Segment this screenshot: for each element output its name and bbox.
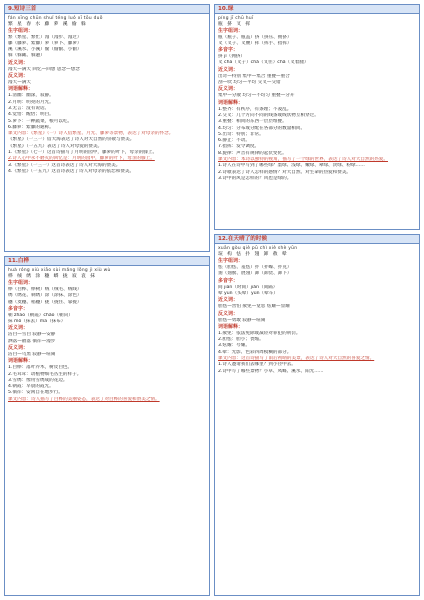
explanation-line: 6.静止：不动。 bbox=[218, 138, 250, 144]
section-heading: 近义词： bbox=[8, 59, 29, 66]
explanation-line: 5.出奇：特别；非常。 bbox=[218, 131, 264, 137]
lesson-title: 9.短诗三首 bbox=[5, 5, 209, 14]
section-heading: 近义词： bbox=[218, 66, 239, 73]
section-heading: 生字组词： bbox=[8, 27, 34, 34]
word-line: 叉（叉子、叉腰）挥（挥手、指挥） bbox=[218, 40, 292, 46]
explanation-line: 6.藤萝：紫藤的通称。 bbox=[8, 124, 54, 130]
word-line: 繁（繁星、繁忙）漫（漫步、漫过） bbox=[8, 34, 82, 40]
word-line: 溪（溪水、小溪）偷（偷偷、小偷） bbox=[8, 47, 82, 53]
polyphone-line: 抹 mǒ（抹去）mā（抹布） bbox=[8, 319, 66, 325]
pinyin-row: fán xīng chūn shuǐ téng luó xī tōu duǒ bbox=[8, 16, 103, 21]
antonym-line: 洁白—乌黑 寂静—喧闹 bbox=[8, 351, 56, 357]
synonym-line: 出奇—特别 集中—集合 重叠—重合 bbox=[218, 73, 290, 79]
section-heading: 词语解释： bbox=[8, 358, 34, 365]
lesson-card-10 bbox=[214, 4, 420, 230]
question-line: 1.诗人邀请我们去哪里？到小径中去。 bbox=[218, 362, 296, 368]
section-heading: 生字组词： bbox=[218, 27, 244, 34]
question-line: 1.诗人在诗中写到了哪些绿？墨绿、浅绿、嫩绿、翠绿、淡绿、粉绿…… bbox=[218, 163, 365, 169]
polyphone-line: 挤 jǐ（拥挤） bbox=[218, 54, 245, 60]
content-summary: 课文内容：诗人描写了白桦的美丽姿态，表达了对白桦的喜爱和赞美之情。 bbox=[8, 396, 160, 402]
left-column bbox=[4, 4, 210, 596]
explanation-line: 2.毛茸茸：动植物细毛丛生的样子。 bbox=[8, 371, 82, 377]
question-line: 2.诗歌表达了诗人怎样的感情？对大自然、对生命的热爱和赞美。 bbox=[218, 169, 352, 175]
antonym-line: 胆怯—勇敢 寂静—喧闹 bbox=[218, 317, 266, 323]
lesson-card-9 bbox=[4, 4, 210, 252]
explanation-line: 1.整齐：有秩序，有条理；不凌乱。 bbox=[218, 106, 292, 112]
polyphone-line: 晕 yūn（头晕）yùn（晕车） bbox=[218, 290, 278, 296]
lesson-title: 12.在天晴了的时候 bbox=[215, 235, 419, 244]
polyphone-line: 间 jiān（时间）jiàn（间隔） bbox=[218, 284, 278, 290]
question-line: 1.《繁星》（七一）这首诗描写了月明的园中，藤萝的叶下，母亲的膝上。 bbox=[8, 150, 158, 156]
explanation-line: 2.月明：明亮的月光。 bbox=[8, 99, 54, 105]
explanation-line: 1.白桦：落叶乔木，树皮白色。 bbox=[8, 365, 73, 371]
question-line: 4.《繁星》（一五九）这首诗表达了诗人对母亲的依恋和赞美。 bbox=[8, 168, 135, 174]
explanation-line: 2.交叉：几个方向不同的线条或线状物互相穿过。 bbox=[218, 112, 319, 118]
synonym-line: 漫天—满天 回忆—回想 思念—想念 bbox=[8, 66, 80, 72]
character-row: 繁 星 春 水 藤 萝 溪 偷 躲 bbox=[8, 21, 88, 27]
lesson-title: 10.绿 bbox=[215, 5, 419, 14]
lesson-card-12 bbox=[214, 234, 420, 596]
word-line: 瓶（瓶子、瓶盖）挤（挤压、拥挤） bbox=[218, 34, 292, 40]
word-line: 绣（绣花、刺绣）涂（涂抹、涂色） bbox=[8, 293, 82, 299]
explanation-line: 3.无言：没有说话。 bbox=[8, 105, 50, 111]
explanation-line: 3.炫耀：夸耀。 bbox=[218, 343, 250, 349]
section-heading: 近义词： bbox=[218, 297, 239, 304]
explanation-line: 3.重叠：相同的东西一层层堆叠。 bbox=[218, 119, 287, 125]
right-column bbox=[214, 4, 420, 596]
section-heading: 词语解释： bbox=[218, 99, 244, 106]
explanation-line: 4.均匀：分布或分配在各部分的数量相同。 bbox=[218, 125, 306, 131]
synonym-line: 洒落—散落 徜徉—漫步 bbox=[8, 338, 56, 344]
pinyin-row: xuān gòu qiè pū chì xiè shè yūn bbox=[218, 246, 298, 252]
section-heading: 反义词： bbox=[8, 73, 29, 80]
word-line: 桦（白桦、桦树）绒（绒毛、绒线） bbox=[8, 286, 82, 292]
character-row: 瓶 挤 叉 挥 bbox=[218, 21, 252, 27]
explanation-line: 5.萝卜：一种蔬菜，根可以吃。 bbox=[8, 118, 73, 124]
explanation-line: 4.觉悟：醒悟；明白。 bbox=[8, 112, 54, 118]
section-heading: 反义词： bbox=[218, 86, 239, 93]
section-heading: 反义词： bbox=[8, 344, 29, 351]
section-heading: 词语解释： bbox=[218, 323, 244, 330]
section-heading: 生字组词： bbox=[218, 258, 244, 265]
antonym-line: 集中—分散 均匀—不均匀 重叠—分开 bbox=[218, 93, 295, 99]
section-heading: 生字组词： bbox=[8, 279, 34, 286]
word-line: 藤（藤萝、紫藤）萝（萝卜、藤萝） bbox=[8, 40, 82, 46]
explanation-line: 1.赦免：依法免除或减轻对罪犯的刑罚。 bbox=[218, 330, 301, 336]
lesson-card-11 bbox=[4, 256, 210, 596]
word-line: 翅（翅膀、展翅）卸（卸货、卸下） bbox=[218, 271, 292, 277]
explanation-line: 5.徜徉：安闲自在地步行。 bbox=[8, 390, 63, 396]
character-row: 瑄 构 怯 扑 翅 卸 赦 晕 bbox=[218, 252, 289, 258]
section-heading: 多音字： bbox=[218, 47, 239, 54]
explanation-line: 7.指挥：发令调度。 bbox=[218, 144, 260, 150]
content-summary: 《繁星》（一三一）借大海表达了诗人对大自然的崇敬与赞美。 bbox=[8, 137, 135, 143]
pinyin-row: píng jī chū huī bbox=[218, 16, 254, 21]
question-line: 2.诗人心中永不磨灭的回忆是：月明的园中，藤萝的叶下，母亲的膝上。 bbox=[8, 156, 155, 162]
word-line: 怯（胆怯、羞怯）扑（扑蝶、扑克） bbox=[218, 265, 292, 271]
content-summary: 课文内容：这首诗描写了雨后初晴的美景，表达了诗人对大自然的喜爱之情。 bbox=[218, 356, 375, 362]
synonym-line: 洁白—雪白 寂静—安静 bbox=[8, 332, 56, 338]
explanation-line: 3.雪绣：像用雪绣成的花边。 bbox=[8, 377, 68, 383]
polyphone-line: 叉 chā（叉子）chá（叉住）chǎ（叉着腿） bbox=[218, 60, 309, 66]
synonym-line: 胆怯—害怕 赦免—宽恕 炫耀—显耀 bbox=[218, 304, 290, 310]
question-line: 2.诗中写了哪些景物？小草、凤蝶、溪水、阳光…… bbox=[218, 368, 324, 374]
character-row: 桦 绒 绣 涂 穗 蟒 拢 寂 袁 抹 bbox=[8, 273, 97, 279]
content-summary: 课文内容：《繁星》（一）诗人借繁星、月光、藤萝等景物，表达了对母亲的怀念。 bbox=[8, 131, 174, 137]
word-line: 躲（躲藏、躲避） bbox=[8, 53, 45, 59]
explanation-line: 2.胆怯：胆小；畏缩。 bbox=[218, 337, 264, 343]
explanation-line: 1.清幽：幽深，寂静。 bbox=[8, 93, 54, 99]
section-heading: 反义词： bbox=[218, 310, 239, 317]
section-heading: 词语解释： bbox=[8, 86, 34, 93]
polyphone-line: 朝 zhāo（朝霞）cháo（朝向） bbox=[8, 312, 73, 318]
pinyin-row: huà róng xiù xiāo sùi mǎng lǒng jì xiù wù bbox=[8, 268, 111, 274]
section-heading: 多音字： bbox=[218, 277, 239, 284]
word-line: 穗（麦穗、稻穗）拢（拢住、靠拢） bbox=[8, 299, 82, 305]
antonym-line: 漫天—满天 bbox=[8, 80, 31, 86]
question-line: 3.《繁星》（一三一）这首诗表达了诗人对大海的赞美。 bbox=[8, 162, 121, 168]
explanation-line: 4.晕：光影、色彩四周模糊的部分。 bbox=[218, 349, 292, 355]
content-summary: 《繁星》（一五九）表达了诗人对母爱的赞美。 bbox=[8, 143, 103, 149]
explanation-line: 8.旋律：声音有规律的起伏变化。 bbox=[218, 150, 287, 156]
question-line: 3.诗中的风是怎样的？风也是绿的。 bbox=[218, 175, 292, 181]
section-heading: 近义词： bbox=[8, 325, 29, 332]
section-heading: 多音字： bbox=[8, 305, 29, 312]
lesson-title: 11.白桦 bbox=[5, 257, 209, 266]
explanation-line: 4.朝霞：早晨的霞光。 bbox=[8, 384, 54, 390]
synonym-line: 刮—吹 均匀—平均 交叉—交错 bbox=[218, 80, 281, 86]
content-summary: 课文内容：本诗以独特的视角，描写了一个绿的世界，表达了诗人对大自然的热爱。 bbox=[218, 157, 388, 163]
